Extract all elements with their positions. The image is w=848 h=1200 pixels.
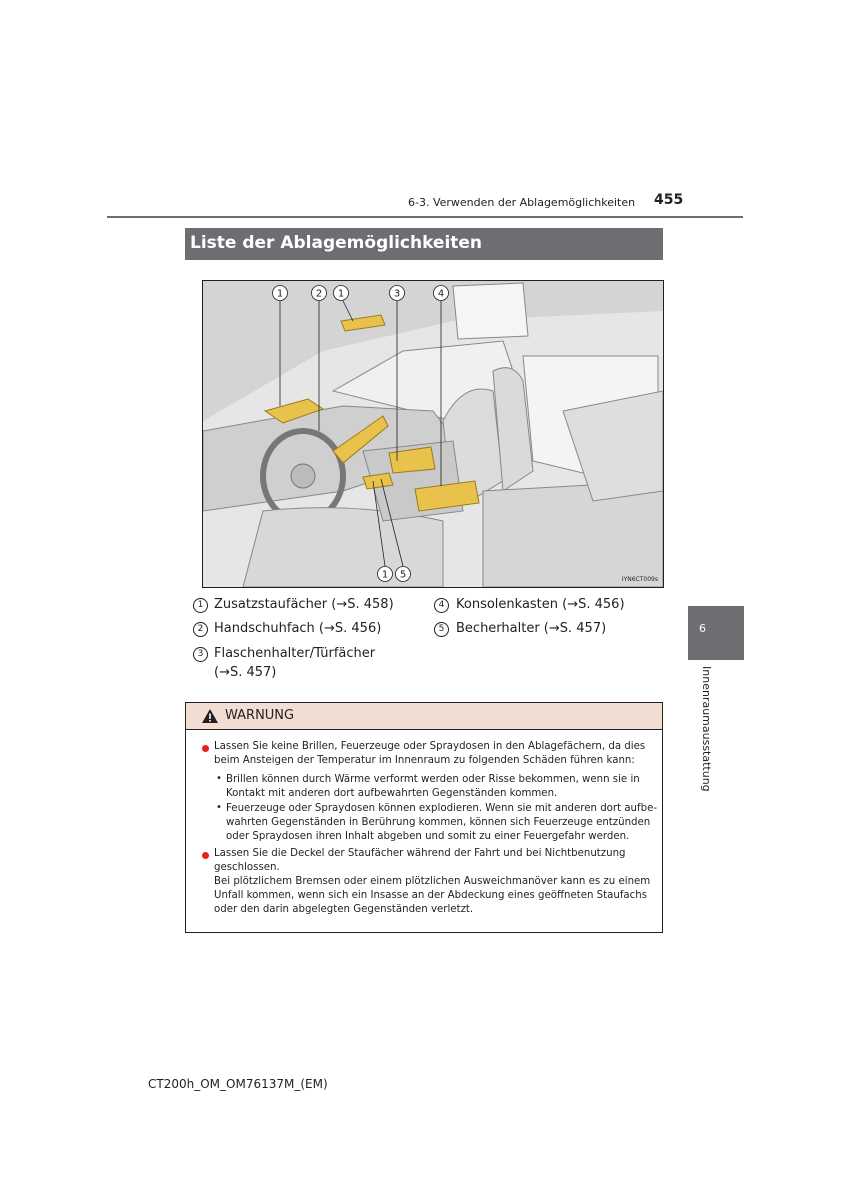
warning-line: geschlossen. [214, 862, 280, 873]
warning-line: Lassen Sie die Deckel der Staufächer während der Fahrt und bei Nichtbenutzung [214, 848, 626, 859]
section-title: 6-3. Verwenden der Ablagemöglichkeiten [408, 196, 636, 209]
warning-title: WARNUNG [225, 708, 295, 723]
legend-item-5: Becherhalter (→S. 457) [456, 621, 607, 636]
legend-item-2: Handschuhfach (→S. 456) [214, 621, 382, 636]
legend-item-3-ref: (→S. 457) [214, 665, 277, 680]
legend-num-5: 5 [434, 622, 449, 637]
chapter-number: 6 [699, 622, 706, 635]
warning-bullet [202, 745, 209, 752]
legend-item-3: Flaschenhalter/Türfächer [214, 646, 376, 661]
title-bar [185, 228, 663, 260]
warning-line: Unfall kommen, wenn sich ein Insasse an der Abdeckung eines geöffneten Staufachs [214, 890, 648, 901]
warning-line: beim Ansteigen der Temperatur im Innenraum zu folgenden Schäden führen kann: [214, 755, 635, 766]
legend-num-4: 4 [434, 598, 449, 613]
svg-text:5: 5 [399, 569, 407, 581]
legend-num-2: 2 [193, 622, 208, 637]
warning-bullet [202, 852, 209, 859]
warning-line: Bei plötzlichem Bremsen oder einem plötzlichen Ausweichmanöver kann es zu einem [214, 876, 651, 887]
warning-line: oder den darin abgelegten Gegenständen verletzt. [214, 904, 474, 915]
warning-line: Feuerzeuge oder Spraydosen können explodieren. Wenn sie mit anderen dort aufbe- [226, 803, 658, 814]
car-interior-illustration [202, 280, 664, 588]
callout-3-top [390, 286, 405, 301]
callout-1-bottom [378, 567, 393, 582]
sub-bullet: • [216, 802, 222, 813]
svg-text:1: 1 [276, 288, 284, 300]
sub-bullet: • [216, 773, 222, 784]
svg-text:4: 4 [437, 288, 445, 300]
warning-line: wahrten Gegenständen in Berührung kommen, können sich Feuerzeuge entzünden [226, 817, 651, 828]
page-number: 455 [654, 192, 684, 208]
callout-2-top [312, 286, 327, 301]
legend-item-4: Konsolenkasten (→S. 456) [456, 597, 625, 612]
warning-box [185, 702, 663, 933]
callout-5-bottom [396, 567, 411, 582]
warning-line: Brillen können durch Wärme verformt werden oder Risse bekommen, wenn sie in [226, 774, 640, 785]
chapter-label: Innenraumausstattung [700, 666, 713, 792]
legend-item-1: Zusatzstaufächer (→S. 458) [214, 597, 394, 612]
footer-doc-code: CT200h_OM_OM76137M_(EM) [148, 1077, 328, 1091]
svg-text:1: 1 [337, 288, 345, 300]
warning-line: oder Spraydosen ihren Inhalt abgeben und somit zu einer Feuergefahr werden. [226, 831, 630, 842]
chapter-tab [688, 606, 744, 660]
callout-1b-top [334, 286, 349, 301]
svg-text:2: 2 [315, 288, 323, 300]
warning-line: Kontakt mit anderen dort aufbewahrten Gegenständen kommen. [226, 788, 558, 799]
callout-1-top [273, 286, 288, 301]
warning-triangle-icon [201, 708, 219, 724]
legend-num-3: 3 [193, 647, 208, 662]
header-divider [107, 216, 743, 218]
callout-4-top [434, 286, 449, 301]
page-title: Liste der Ablagemöglichkeiten [190, 233, 483, 253]
warning-line: Lassen Sie keine Brillen, Feuerzeuge oder Spraydosen in den Ablagefächern, da dies [214, 741, 646, 752]
svg-text:3: 3 [393, 288, 401, 300]
figure-code: IYN6CT009s [621, 576, 658, 583]
legend-num-1: 1 [193, 598, 208, 613]
warning-header [186, 703, 662, 730]
svg-text:1: 1 [381, 569, 389, 581]
